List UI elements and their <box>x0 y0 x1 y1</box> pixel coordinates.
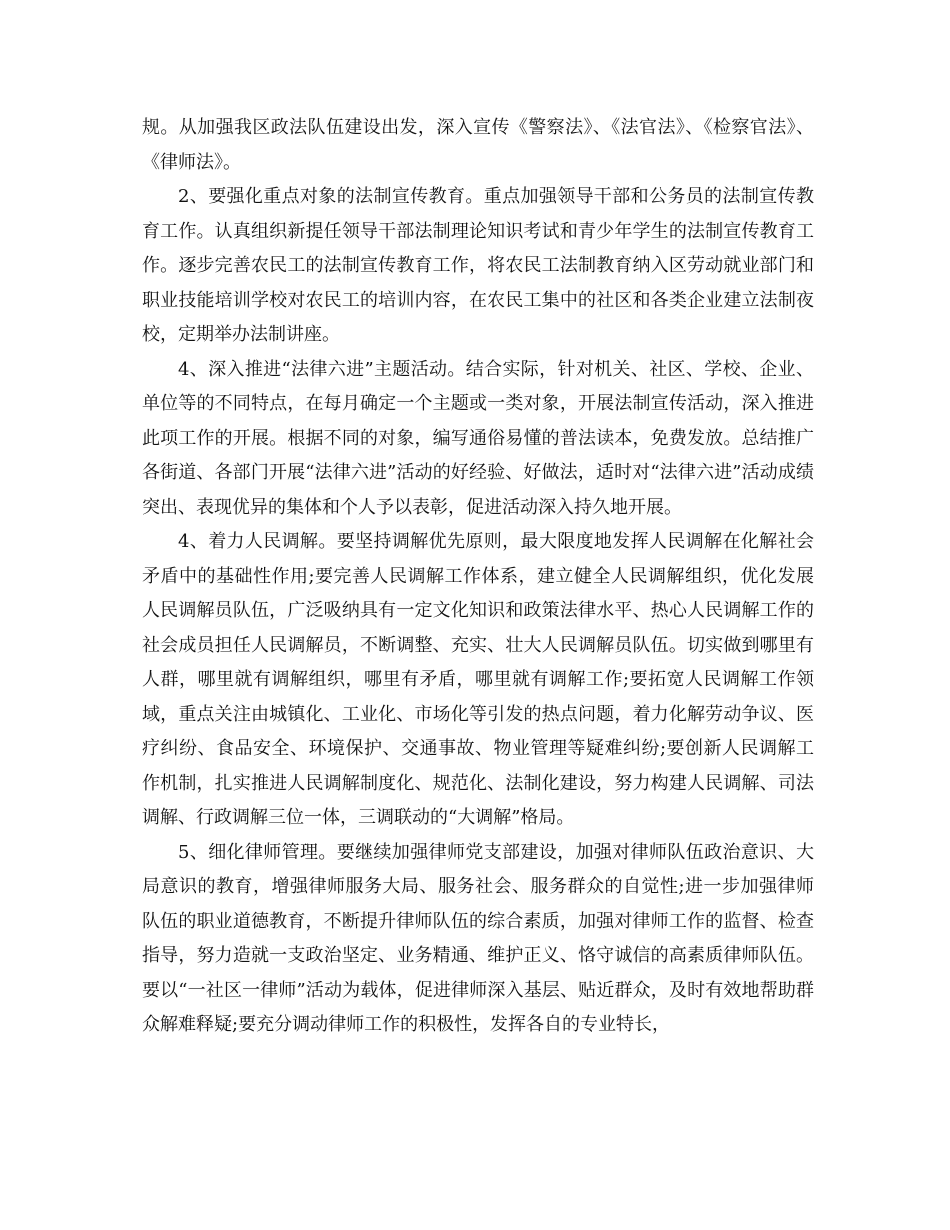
paragraph-item-4-law-six: 4、深入推进“法律六进”主题活动。结合实际，针对机关、社区、学校、企业、单位等的不同特点，在每月确定一个主题或一类对象，开展法制宣传活动，深入推进此项工作的开展。根据不同的对象，编写通俗易懂的普法读本，免费发放。总结推广各街道、各部门开展“法律六进”活动的好经验、好做法，适时对“法律六进”活动成绩突出、表现优异的集体和个人予以表彰，促进活动深入持久地开展。 <box>142 358 814 518</box>
paragraph-item-4-mediation: 4、着力人民调解。要坚持调解优先原则，最大限度地发挥人民调解在化解社会矛盾中的基础性作用;要完善人民调解工作体系，建立健全人民调解组织，优化发展人民调解员队伍，广泛吸纳具有一定文化知识和政策法律水平、热心人民调解工作的社会成员担任人民调解员，不断调整、充实、壮大人民调解员队伍。切实做到哪里有人群，哪里就有调解组织，哪里有矛盾，哪里就有调解工作;要拓宽人民调解工作领域，重点关注由城镇化、工业化、市场化等引发的热点问题，着力化解劳动争议、医疗纠纷、食品安全、环境保护、交通事故、物业管理等疑难纠纷;要创新人民调解工作机制，扎实推进人民调解制度化、规范化、法制化建设，努力构建人民调解、司法调解、行政调解三位一体，三调联动的“大调解”格局。 <box>142 531 814 828</box>
paragraph-continued: 规。从加强我区政法队伍建设出发，深入宣传《警察法》、《法官法》、《检察官法》、《律师法》。 <box>142 117 814 173</box>
paragraph-item-5: 5、细化律师管理。要继续加强律师党支部建设，加强对律师队伍政治意识、大局意识的教育，增强律师服务大局、服务社会、服务群众的自觉性;进一步加强律师队伍的职业道德教育，不断提升律师队伍的综合素质，加强对律师工作的监督、检查指导，努力造就一支政治坚定、业务精通、维护正义、恪守诚信的高素质律师队伍。要以“一社区一律师”活动为载体，促进律师深入基层、贴近群众，及时有效地帮助群众解难释疑;要充分调动律师工作的积极性，发挥各自的专业特长， <box>142 841 814 1035</box>
document-body <box>142 111 814 1043</box>
paragraph-item-2: 2、要强化重点对象的法制宣传教育。重点加强领导干部和公务员的法制宣传教育工作。认真组织新提任领导干部法制理论知识考试和青少年学生的法制宣传教育工作。逐步完善农民工的法制宣传教育工作，将农民工法制教育纳入区劳动就业部门和职业技能培训学校对农民工的培训内容，在农民工集中的社区和各类企业建立法制夜校，定期举办法制讲座。 <box>142 186 814 345</box>
